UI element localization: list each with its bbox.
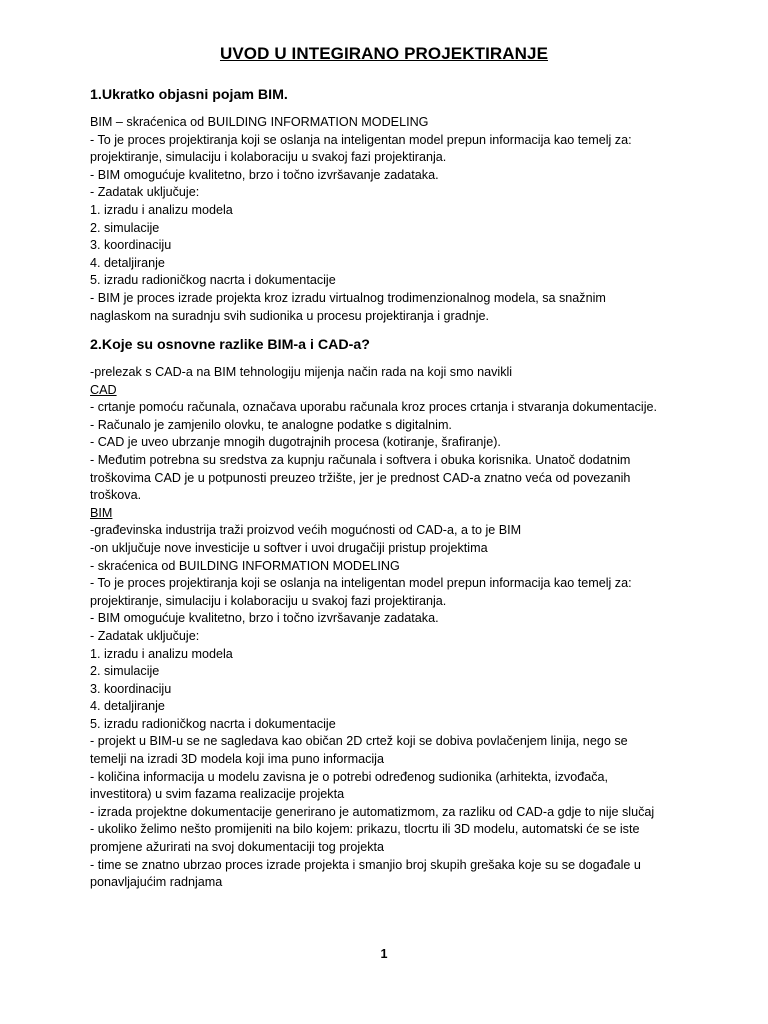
text-line: 1. izradu i analizu modela	[90, 202, 233, 217]
section-2-body	[90, 364, 690, 892]
section-1-body	[90, 114, 690, 325]
text-line: -građevinska industrija traži proizvod većih mogućnosti od CAD-a, a to je BIM	[90, 523, 522, 538]
text-line: - To je proces projektiranja koji se oslanja na inteligentan model prepun informacija kao temelj za:	[90, 576, 632, 591]
text-line: - skraćenica od BUILDING INFORMATION MODELING	[90, 558, 400, 573]
text-line: 3. koordinaciju	[90, 238, 172, 253]
text-line: 2. simulacije	[90, 664, 160, 679]
text-line: - CAD je uveo ubrzanje mnogih dugotrajnih procesa (kotiranje, šrafiranje).	[90, 435, 501, 450]
section-heading-2: 2.Koje su osnovne razlike BIM-a i CAD-a?	[90, 337, 370, 353]
text-line: 3. koordinaciju	[90, 681, 172, 696]
subheading-bim: BIM	[90, 505, 113, 520]
page-title: UVOD U INTEGIRANO PROJEKTIRANJE	[219, 44, 549, 63]
section-heading-1: 1.Ukratko objasni pojam BIM.	[90, 87, 288, 103]
text-line: projektiranje, simulaciju i kolaboraciju u svakoj fazi projektiranja.	[90, 593, 447, 608]
text-line: temelji na izradi 3D modela koji ima puno informacija	[90, 752, 384, 767]
text-line: naglaskom na suradnju svih sudionika u procesu projektiranja i gradnje.	[90, 308, 490, 323]
text-line: - ukoliko želimo nešto promijeniti na bilo kojem: prikazu, tlocrtu ili 3D modelu, automatski će se iste	[90, 822, 640, 837]
page-number: 1	[380, 947, 388, 961]
text-line: 4. detaljiranje	[90, 255, 165, 270]
text-line: - Zadatak uključuje:	[90, 628, 200, 643]
text-line: - količina informacija u modelu zavisna je o potrebi određenog sudionika (arhitekta, izvođača,	[90, 769, 609, 784]
text-line: - time se znatno ubrzao proces izrade projekta i smanjio broj skupih grešaka koje su se događale u	[90, 857, 641, 872]
text-line: 2. simulacije	[90, 220, 160, 235]
text-line: projektiranje, simulaciju i kolaboraciju u svakoj fazi projektiranja.	[90, 150, 447, 165]
text-line: - projekt u BIM-u se ne sagledava kao običan 2D crtež koji se dobiva povlačenjem linija, nego se	[90, 734, 628, 749]
text-line: 5. izradu radioničkog nacrta i dokumentacije	[90, 273, 336, 288]
text-line: - crtanje pomoću računala, označava uporabu računala kroz proces crtanja i stvaranja dokumentacije.	[90, 400, 658, 415]
text-line: - BIM omogućuje kvalitetno, brzo i točno izvršavanje zadataka.	[90, 611, 439, 626]
text-line: troškova.	[90, 488, 142, 503]
text-line: - To je proces projektiranja koji se oslanja na inteligentan model prepun informacija kao temelj za:	[90, 132, 632, 147]
text-line: - BIM omogućuje kvalitetno, brzo i točno izvršavanje zadataka.	[90, 167, 439, 182]
text-line: 4. detaljiranje	[90, 699, 165, 714]
text-line: investitora) u svim fazama realizacije projekta	[90, 787, 345, 802]
text-line: 1. izradu i analizu modela	[90, 646, 233, 661]
text-line: BIM – skraćenica od BUILDING INFORMATION MODELING	[90, 115, 429, 129]
text-line: - Računalo je zamjenilo olovku, te analogne podatke s digitalnim.	[90, 417, 452, 432]
text-line: promjene ažurirati na svoj dokumentaciji tog projekta	[90, 840, 385, 855]
text-line: troškovima CAD je u potpunosti preuzeo tržište, jer je prednost CAD-a znatno veća od povezanih	[90, 470, 631, 485]
text-line: ponavljajućim radnjama	[90, 875, 223, 890]
text-line: - BIM je proces izrade projekta kroz izradu virtualnog trodimenzionalnog modela, sa snažnim	[90, 290, 606, 305]
subheading-cad: CAD	[90, 382, 117, 397]
text-line: -on uključuje nove investicije u softver i uvoi drugačiji pristup projektima	[90, 540, 488, 555]
text-line: -prelezak s CAD-a na BIM tehnologiju mijenja način rada na koji smo navikli	[90, 365, 513, 379]
text-line: 5. izradu radioničkog nacrta i dokumentacije	[90, 716, 336, 731]
text-line: - Međutim potrebna su sredstva za kupnju računala i softvera i obuka korisnika. Unatoč dodatnim	[90, 452, 631, 467]
text-line: - izrada projektne dokumentacije generirano je automatizmom, za razliku od CAD-a gdje to nije slučaj	[90, 804, 655, 819]
text-line: - Zadatak uključuje:	[90, 185, 200, 200]
